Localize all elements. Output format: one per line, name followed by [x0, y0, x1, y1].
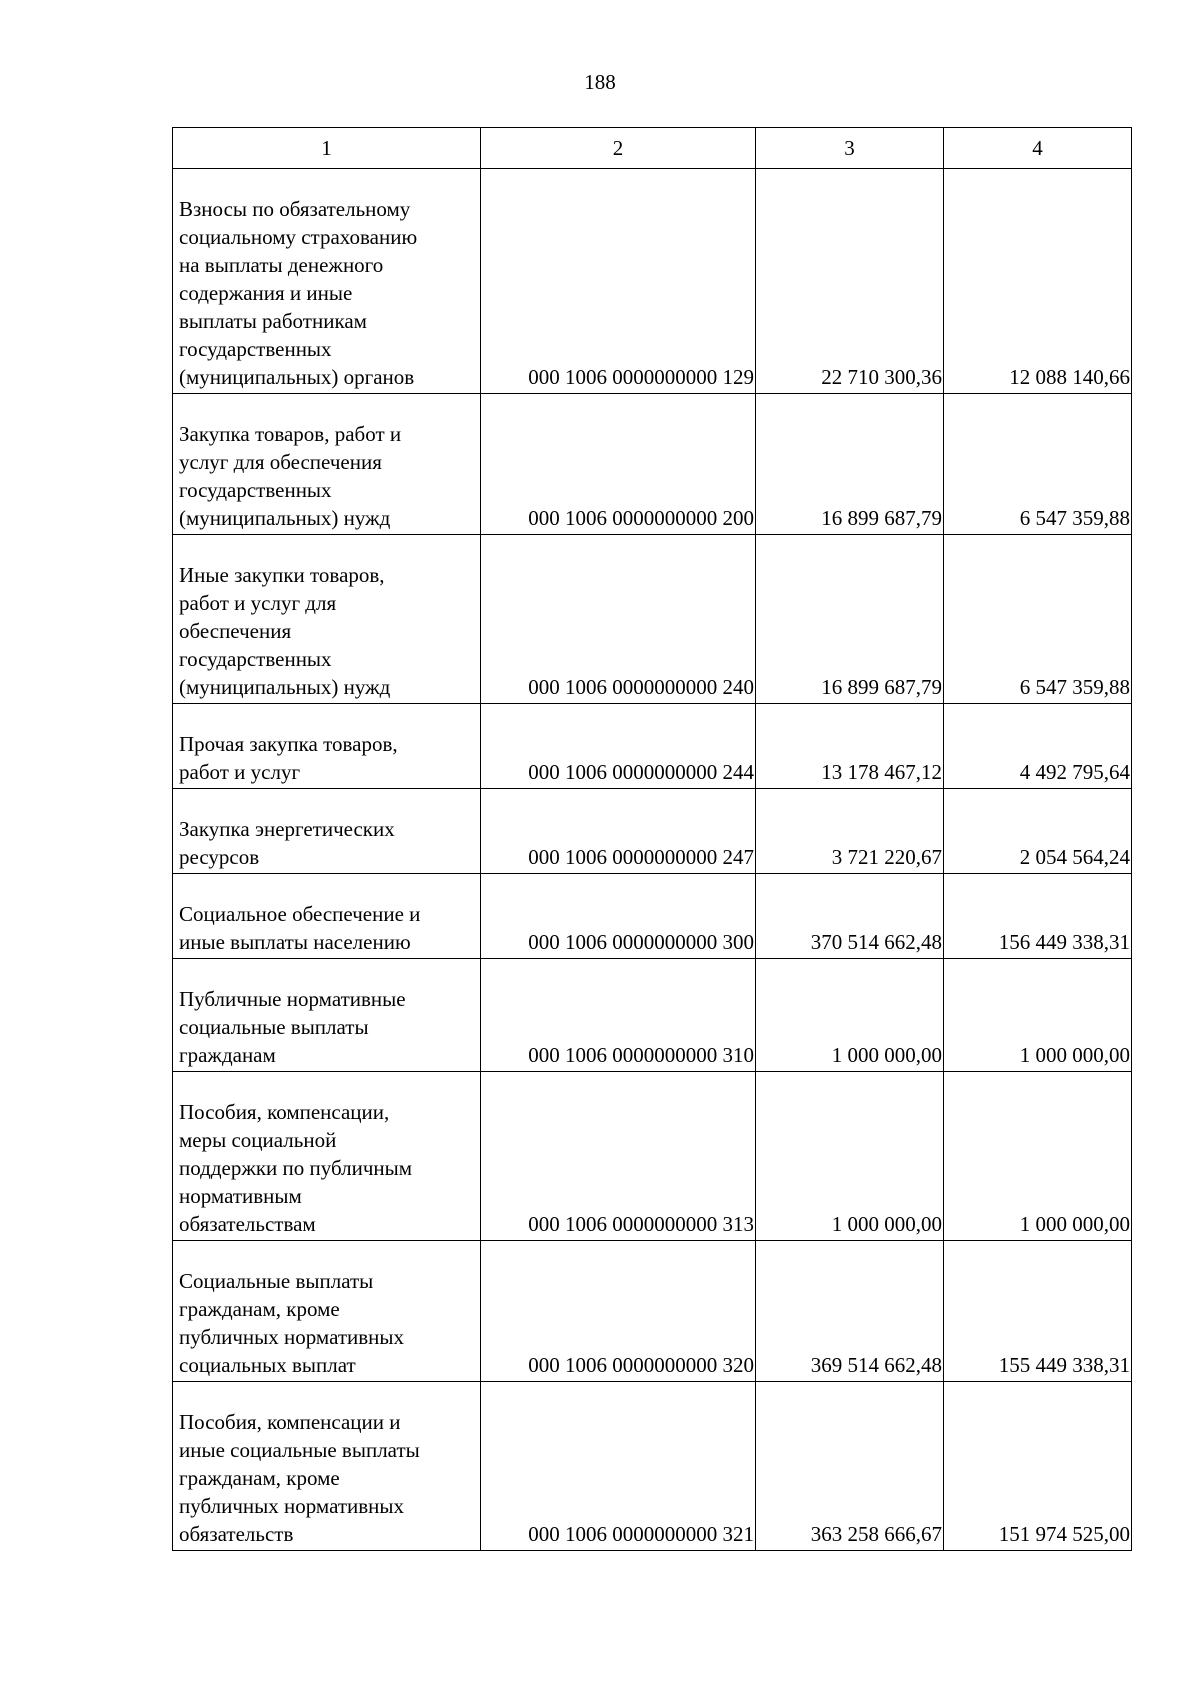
row-name-cell — [173, 394, 481, 535]
header-col-3: 3 — [756, 128, 944, 169]
row-name: Прочая закупка товаров, работ и услуг — [179, 732, 398, 784]
table-row — [173, 1382, 1132, 1551]
row-col3-value: 1 000 000,00 — [756, 959, 944, 1072]
table-row — [173, 959, 1132, 1072]
row-code: 000 1006 0000000000 200 — [481, 394, 756, 535]
row-name: Пособия, компенсации и иные социальные выплаты гражданам, кроме публичных нормативных обязательств — [179, 1410, 420, 1546]
row-col4-value: 4 492 795,64 — [944, 704, 1132, 789]
row-name-cell — [173, 874, 481, 959]
table-row — [173, 704, 1132, 789]
row-code: 000 1006 0000000000 300 — [481, 874, 756, 959]
row-name-cell — [173, 704, 481, 789]
table-header-row — [173, 128, 1132, 169]
header-col-1: 1 — [173, 128, 481, 169]
row-name-cell — [173, 1072, 481, 1241]
row-col3-value: 22 710 300,36 — [756, 169, 944, 394]
row-col3-value: 369 514 662,48 — [756, 1241, 944, 1382]
table-row — [173, 1241, 1132, 1382]
row-code: 000 1006 0000000000 320 — [481, 1241, 756, 1382]
row-name: Иные закупки товаров, работ и услуг для обеспечения государственных (муниципальных) нужд — [179, 563, 391, 699]
row-col3-value: 363 258 666,67 — [756, 1382, 944, 1551]
row-col4-value: 6 547 359,88 — [944, 535, 1132, 704]
row-code: 000 1006 0000000000 244 — [481, 704, 756, 789]
row-name: Социальное обеспечение и иные выплаты населению — [179, 902, 421, 954]
row-col4-value: 12 088 140,66 — [944, 169, 1132, 394]
row-col3-value: 16 899 687,79 — [756, 535, 944, 704]
row-name-cell — [173, 1382, 481, 1551]
row-col3-value: 3 721 220,67 — [756, 789, 944, 874]
row-name-cell — [173, 169, 481, 394]
row-name-cell — [173, 535, 481, 704]
row-name: Закупка энергетических ресурсов — [179, 817, 395, 869]
row-name-cell — [173, 959, 481, 1072]
row-name: Взносы по обязательному социальному страхованию на выплаты денежного содержания и иные выплаты работникам государственных (муниципальных) органов — [179, 197, 418, 389]
row-code: 000 1006 0000000000 313 — [481, 1072, 756, 1241]
table-row — [173, 394, 1132, 535]
row-col4-value: 2 054 564,24 — [944, 789, 1132, 874]
row-col3-value: 1 000 000,00 — [756, 1072, 944, 1241]
row-name-cell — [173, 789, 481, 874]
row-name: Закупка товаров, работ и услуг для обеспечения государственных (муниципальных) нужд — [179, 422, 402, 530]
row-col4-value: 1 000 000,00 — [944, 1072, 1132, 1241]
row-col3-value: 370 514 662,48 — [756, 874, 944, 959]
row-code: 000 1006 0000000000 129 — [481, 169, 756, 394]
row-code: 000 1006 0000000000 247 — [481, 789, 756, 874]
row-name: Публичные нормативные социальные выплаты гражданам — [179, 987, 406, 1067]
row-code: 000 1006 0000000000 310 — [481, 959, 756, 1072]
row-name-cell — [173, 1241, 481, 1382]
header-col-4: 4 — [944, 128, 1132, 169]
row-col3-value: 16 899 687,79 — [756, 394, 944, 535]
row-name: Пособия, компенсации, меры социальной поддержки по публичным нормативным обязательствам — [179, 1100, 413, 1236]
table-row — [173, 169, 1132, 394]
budget-table — [172, 127, 1132, 1551]
row-col4-value: 1 000 000,00 — [944, 959, 1132, 1072]
table-row — [173, 1072, 1132, 1241]
row-name: Социальные выплаты гражданам, кроме публичных нормативных социальных выплат — [179, 1269, 405, 1377]
row-code: 000 1006 0000000000 240 — [481, 535, 756, 704]
row-code: 000 1006 0000000000 321 — [481, 1382, 756, 1551]
page-number: 188 — [584, 70, 616, 94]
row-col4-value: 156 449 338,31 — [944, 874, 1132, 959]
row-col4-value: 6 547 359,88 — [944, 394, 1132, 535]
row-col4-value: 151 974 525,00 — [944, 1382, 1132, 1551]
row-col4-value: 155 449 338,31 — [944, 1241, 1132, 1382]
table-row — [173, 874, 1132, 959]
table-row — [173, 789, 1132, 874]
row-col3-value: 13 178 467,12 — [756, 704, 944, 789]
header-col-2: 2 — [481, 128, 756, 169]
table-row — [173, 535, 1132, 704]
